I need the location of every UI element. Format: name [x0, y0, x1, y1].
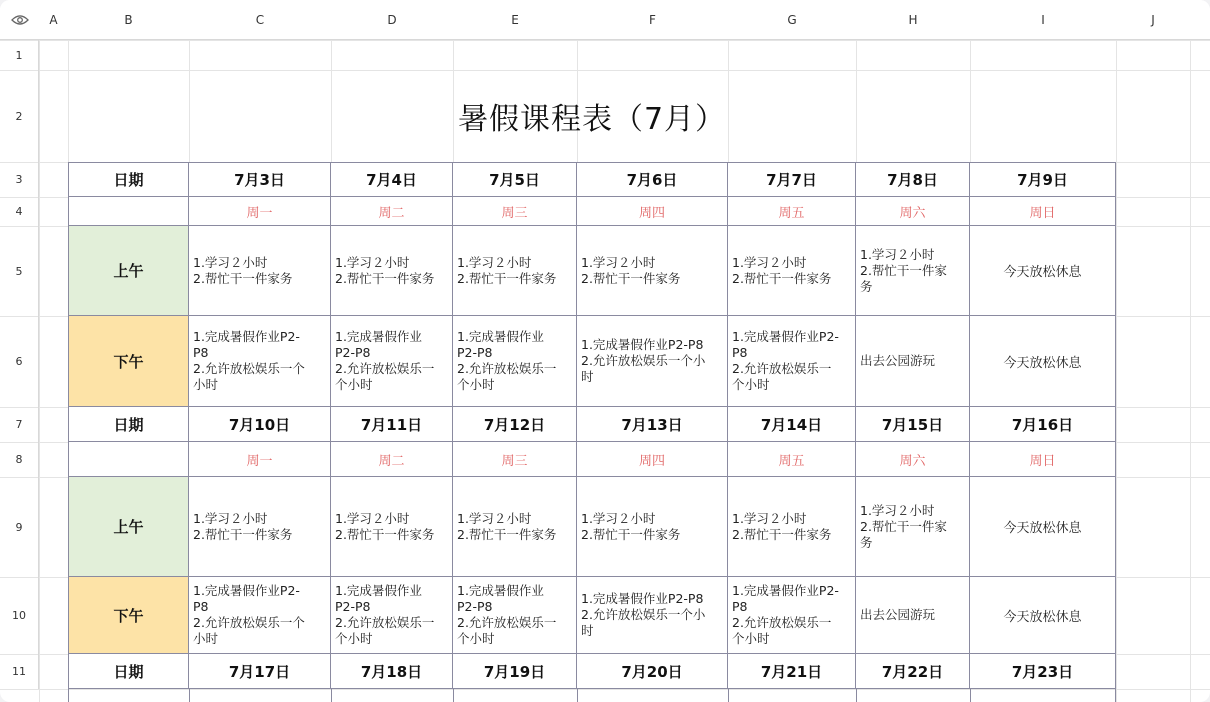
- column-header-g-text: G: [787, 12, 797, 27]
- weekday-cell[interactable]: [331, 442, 453, 477]
- sheet-title-text: 暑假课程表（7月）: [457, 102, 727, 137]
- date-cell[interactable]: [970, 654, 1116, 689]
- date-cell[interactable]: [331, 162, 453, 197]
- morning-task-cell-text: 1.学习２小时 2.帮忙干一件家务: [193, 510, 293, 542]
- row-header-10[interactable]: [0, 577, 39, 654]
- table-border: [728, 689, 729, 702]
- row-header-1-text: 1: [15, 48, 23, 62]
- afternoon-label-cell-text: 下午: [113, 606, 144, 625]
- column-header-j-text: J: [1151, 12, 1155, 27]
- weekday-blank-cell[interactable]: [68, 442, 189, 477]
- row-header-1[interactable]: [0, 40, 39, 70]
- date-cell[interactable]: [453, 162, 577, 197]
- row-header-4-text: 4: [15, 205, 23, 218]
- afternoon-task-cell[interactable]: [331, 577, 453, 654]
- row-header-3-text: 3: [15, 173, 23, 186]
- afternoon-task-cell-text: 1.完成暑假作业 P2-P8 2.允许放松娱乐一 个小时: [335, 329, 435, 392]
- date-cell-text: 7月3日: [234, 171, 285, 189]
- grid-line-horizontal: [0, 40, 1210, 41]
- afternoon-task-cell[interactable]: [728, 577, 856, 654]
- weekday-cell-text: 周三: [501, 205, 528, 221]
- weekday-cell-text: 周二: [378, 205, 405, 221]
- column-header-i[interactable]: [970, 0, 1116, 40]
- date-cell[interactable]: [453, 407, 577, 442]
- row-header-6[interactable]: [0, 316, 39, 407]
- row-header-9[interactable]: [0, 477, 39, 577]
- date-cell[interactable]: [856, 407, 970, 442]
- morning-task-cell[interactable]: [189, 477, 331, 577]
- morning-task-cell-text: 1.学习２小时 2.帮忙干一件家务: [581, 254, 681, 286]
- column-header-c[interactable]: [189, 0, 331, 40]
- morning-task-cell-text: 1.学习２小时 2.帮忙干一件家务: [457, 254, 557, 286]
- date-cell-text: 7月11日: [360, 415, 423, 434]
- morning-label-cell[interactable]: [68, 226, 189, 316]
- afternoon-label-cell[interactable]: [68, 316, 189, 407]
- date-cell-text: 7月18日: [360, 662, 423, 681]
- column-header-c-text: C: [255, 12, 265, 27]
- column-header-j[interactable]: [1116, 0, 1190, 40]
- morning-task-cell-text: 1.学习２小时 2.帮忙干一件家务: [581, 510, 681, 542]
- date-cell[interactable]: [970, 407, 1116, 442]
- date-cell-text: 7月5日: [489, 171, 540, 189]
- row-header-2-text: 2: [15, 109, 23, 123]
- morning-task-cell[interactable]: [577, 477, 728, 577]
- afternoon-task-cell[interactable]: [856, 577, 970, 654]
- morning-task-cell[interactable]: [728, 477, 856, 577]
- morning-label-cell-text: 上午: [113, 262, 144, 280]
- date-cell-text: 7月23日: [1011, 662, 1074, 681]
- weekday-cell-text: 周四: [638, 205, 665, 221]
- column-header-b[interactable]: [68, 0, 189, 40]
- row-header-2[interactable]: [0, 70, 39, 162]
- table-border: [577, 689, 578, 702]
- weekday-blank-cell[interactable]: [68, 197, 189, 226]
- weekday-cell-text: 周五: [778, 453, 805, 469]
- date-cell-text: 7月15日: [881, 415, 944, 434]
- morning-task-cell[interactable]: [970, 226, 1116, 316]
- afternoon-task-cell-text: 出去公园游玩: [860, 607, 936, 622]
- date-cell-text: 7月22日: [881, 662, 944, 681]
- date-cell[interactable]: [331, 407, 453, 442]
- morning-task-cell[interactable]: [453, 226, 577, 316]
- table-border: [856, 689, 857, 702]
- table-border: [189, 689, 190, 702]
- date-cell-text: 7月10日: [228, 415, 291, 434]
- weekday-cell[interactable]: [331, 197, 453, 226]
- weekday-cell-text: 周日: [1029, 205, 1056, 221]
- date-cell-text: 7月14日: [760, 415, 823, 434]
- weekday-cell[interactable]: [728, 197, 856, 226]
- morning-task-cell-text: 1.学习２小时 2.帮忙干一件家务: [457, 510, 557, 542]
- sheet-title[interactable]: [68, 70, 1116, 162]
- row-header-10-text: 10: [12, 609, 26, 622]
- weekday-cell[interactable]: [728, 442, 856, 477]
- date-cell-text: 7月21日: [760, 662, 823, 681]
- table-border: [68, 689, 69, 702]
- table-border: [970, 689, 971, 702]
- weekday-cell-text: 周二: [378, 453, 405, 469]
- afternoon-task-cell[interactable]: [856, 316, 970, 407]
- row-header-5-text: 5: [15, 264, 23, 278]
- afternoon-task-cell-text: 出去公园游玩: [860, 353, 936, 368]
- date-cell[interactable]: [577, 654, 728, 689]
- eye-icon: [11, 14, 29, 26]
- date-cell-text: 7月13日: [621, 415, 683, 434]
- date-cell[interactable]: [577, 407, 728, 442]
- morning-task-cell-text: 1.学习２小时 2.帮忙干一件家务: [335, 254, 435, 286]
- date-cell[interactable]: [453, 654, 577, 689]
- afternoon-label-cell-text: 下午: [113, 352, 144, 371]
- date-cell[interactable]: [728, 407, 856, 442]
- row-header-8-text: 8: [15, 453, 23, 466]
- weekday-cell-text: 周一: [246, 205, 273, 221]
- weekday-cell-text: 周六: [899, 453, 926, 469]
- afternoon-task-cell-text: 1.完成暑假作业P2- P8 2.允许放松娱乐一 个小时: [732, 329, 839, 392]
- date-cell-text: 7月16日: [1011, 415, 1074, 434]
- morning-task-cell[interactable]: [856, 226, 970, 316]
- weekday-cell-text: 周六: [899, 205, 926, 221]
- morning-task-cell-text: 1.学习２小时 2.帮忙干一件家 务: [860, 246, 947, 294]
- row-header-8[interactable]: [0, 442, 39, 477]
- afternoon-task-cell[interactable]: [331, 316, 453, 407]
- weekday-cell[interactable]: [856, 442, 970, 477]
- afternoon-task-cell-text: 1.完成暑假作业P2- P8 2.允许放松娱乐一 个小时: [732, 583, 839, 646]
- date-cell-text: 7月9日: [1017, 171, 1068, 189]
- afternoon-task-cell-text: 今天放松休息: [1003, 609, 1082, 625]
- morning-task-cell-text: 1.学习２小时 2.帮忙干一件家务: [335, 510, 435, 542]
- afternoon-task-cell-text: 今天放松休息: [1003, 355, 1082, 371]
- corner-toggle[interactable]: [0, 0, 39, 40]
- weekday-cell[interactable]: [189, 197, 331, 226]
- column-header-f[interactable]: [577, 0, 728, 40]
- morning-task-cell-text: 今天放松休息: [1003, 265, 1082, 280]
- morning-task-cell[interactable]: [970, 477, 1116, 577]
- column-header-g[interactable]: [728, 0, 856, 40]
- column-header-a[interactable]: [39, 0, 68, 40]
- date-cell-text: 7月4日: [366, 171, 417, 189]
- column-header-blank: [1190, 0, 1210, 40]
- date-cell[interactable]: [970, 162, 1116, 197]
- column-header-i-text: I: [1041, 12, 1045, 27]
- date-cell-text: 7月8日: [887, 171, 938, 189]
- row-header-3[interactable]: [0, 162, 39, 197]
- row-header-7[interactable]: [0, 407, 39, 442]
- row-header-11-text: 11: [12, 665, 26, 678]
- morning-task-cell[interactable]: [453, 477, 577, 577]
- table-border: [331, 689, 332, 702]
- afternoon-task-cell[interactable]: [970, 577, 1116, 654]
- morning-task-cell-text: 1.学习２小时 2.帮忙干一件家务: [193, 254, 293, 286]
- morning-task-cell[interactable]: [856, 477, 970, 577]
- column-header-d[interactable]: [331, 0, 453, 40]
- afternoon-task-cell-text: 1.完成暑假作业 P2-P8 2.允许放松娱乐一 个小时: [457, 329, 557, 392]
- afternoon-task-cell[interactable]: [189, 577, 331, 654]
- morning-task-cell[interactable]: [331, 226, 453, 316]
- weekday-cell-text: 周五: [778, 205, 805, 221]
- date-label-cell[interactable]: [68, 162, 189, 197]
- date-cell[interactable]: [189, 654, 331, 689]
- column-header-h[interactable]: [856, 0, 970, 40]
- date-cell[interactable]: [856, 162, 970, 197]
- date-cell[interactable]: [728, 162, 856, 197]
- afternoon-label-cell[interactable]: [68, 577, 189, 654]
- date-cell[interactable]: [728, 654, 856, 689]
- column-header-f-text: F: [649, 12, 656, 27]
- row-header-6-text: 6: [15, 355, 23, 368]
- date-label-cell[interactable]: [68, 407, 189, 442]
- table-border: [1115, 689, 1116, 702]
- afternoon-task-cell-text: 1.完成暑假作业P2-P8 2.允许放松娱乐一个小 时: [581, 591, 706, 638]
- column-header-a-text: A: [49, 12, 58, 27]
- date-cell[interactable]: [577, 162, 728, 197]
- weekday-cell[interactable]: [453, 442, 577, 477]
- afternoon-task-cell[interactable]: [189, 316, 331, 407]
- row-header-7-text: 7: [15, 418, 23, 431]
- row-header-4[interactable]: [0, 197, 39, 226]
- grid-line-vertical: [1116, 0, 1117, 702]
- weekday-cell[interactable]: [189, 442, 331, 477]
- date-cell[interactable]: [331, 654, 453, 689]
- date-cell-text: 7月12日: [483, 415, 546, 434]
- grid-line-vertical: [1190, 0, 1191, 702]
- date-label-cell-text: 日期: [113, 662, 144, 681]
- weekday-cell-text: 周四: [638, 453, 665, 469]
- morning-task-cell-text: 1.学习２小时 2.帮忙干一件家务: [732, 254, 832, 286]
- afternoon-task-cell-text: 1.完成暑假作业 P2-P8 2.允许放松娱乐一 个小时: [335, 583, 435, 646]
- afternoon-task-cell-text: 1.完成暑假作业 P2-P8 2.允许放松娱乐一 个小时: [457, 583, 557, 646]
- afternoon-task-cell[interactable]: [970, 316, 1116, 407]
- column-header-h-text: H: [908, 12, 918, 27]
- afternoon-task-cell[interactable]: [728, 316, 856, 407]
- afternoon-task-cell-text: 1.完成暑假作业P2- P8 2.允许放松娱乐一个 小时: [193, 583, 305, 646]
- date-cell[interactable]: [856, 654, 970, 689]
- date-cell-text: 7月20日: [621, 662, 683, 681]
- weekday-cell[interactable]: [577, 442, 728, 477]
- date-label-cell-text: 日期: [113, 171, 144, 189]
- date-cell-text: 7月7日: [766, 171, 817, 189]
- weekday-cell[interactable]: [970, 197, 1116, 226]
- grid-line-vertical: [39, 0, 40, 702]
- date-label-cell-text: 日期: [113, 415, 144, 434]
- column-header-b-text: B: [124, 12, 133, 27]
- morning-task-cell-text: 1.学习２小时 2.帮忙干一件家务: [732, 510, 832, 542]
- afternoon-task-cell[interactable]: [453, 316, 577, 407]
- morning-label-cell-text: 上午: [113, 518, 144, 536]
- weekday-cell[interactable]: [453, 197, 577, 226]
- morning-task-cell[interactable]: [189, 226, 331, 316]
- date-cell-text: 7月6日: [626, 171, 678, 189]
- column-header-e[interactable]: [453, 0, 577, 40]
- table-border: [453, 689, 454, 702]
- weekday-cell-text: 周一: [246, 453, 273, 469]
- date-cell-text: 7月17日: [228, 662, 291, 681]
- weekday-cell-text: 周三: [501, 453, 528, 469]
- weekday-cell[interactable]: [577, 197, 728, 226]
- afternoon-task-cell-text: 1.完成暑假作业P2-P8 2.允许放松娱乐一个小 时: [581, 337, 706, 384]
- afternoon-task-cell[interactable]: [453, 577, 577, 654]
- date-cell-text: 7月19日: [483, 662, 546, 681]
- afternoon-task-cell-text: 1.完成暑假作业P2- P8 2.允许放松娱乐一个 小时: [193, 329, 305, 392]
- morning-task-cell[interactable]: [331, 477, 453, 577]
- weekday-cell[interactable]: [970, 442, 1116, 477]
- afternoon-task-cell[interactable]: [577, 577, 728, 654]
- morning-task-cell[interactable]: [577, 226, 728, 316]
- grid-line-horizontal: [0, 689, 1210, 690]
- row-header-9-text: 9: [15, 520, 23, 534]
- weekday-cell[interactable]: [856, 197, 970, 226]
- date-label-cell[interactable]: [68, 654, 189, 689]
- morning-task-cell[interactable]: [728, 226, 856, 316]
- afternoon-task-cell[interactable]: [577, 316, 728, 407]
- morning-task-cell-text: 今天放松休息: [1003, 521, 1082, 536]
- row-header-11[interactable]: [0, 654, 39, 689]
- weekday-cell-text: 周日: [1029, 453, 1056, 469]
- date-cell[interactable]: [189, 407, 331, 442]
- morning-task-cell-text: 1.学习２小时 2.帮忙干一件家 务: [860, 502, 947, 550]
- row-header-5[interactable]: [0, 226, 39, 316]
- column-header-d-text: D: [387, 12, 397, 27]
- date-cell[interactable]: [189, 162, 331, 197]
- morning-label-cell[interactable]: [68, 477, 189, 577]
- column-header-e-text: E: [511, 12, 519, 27]
